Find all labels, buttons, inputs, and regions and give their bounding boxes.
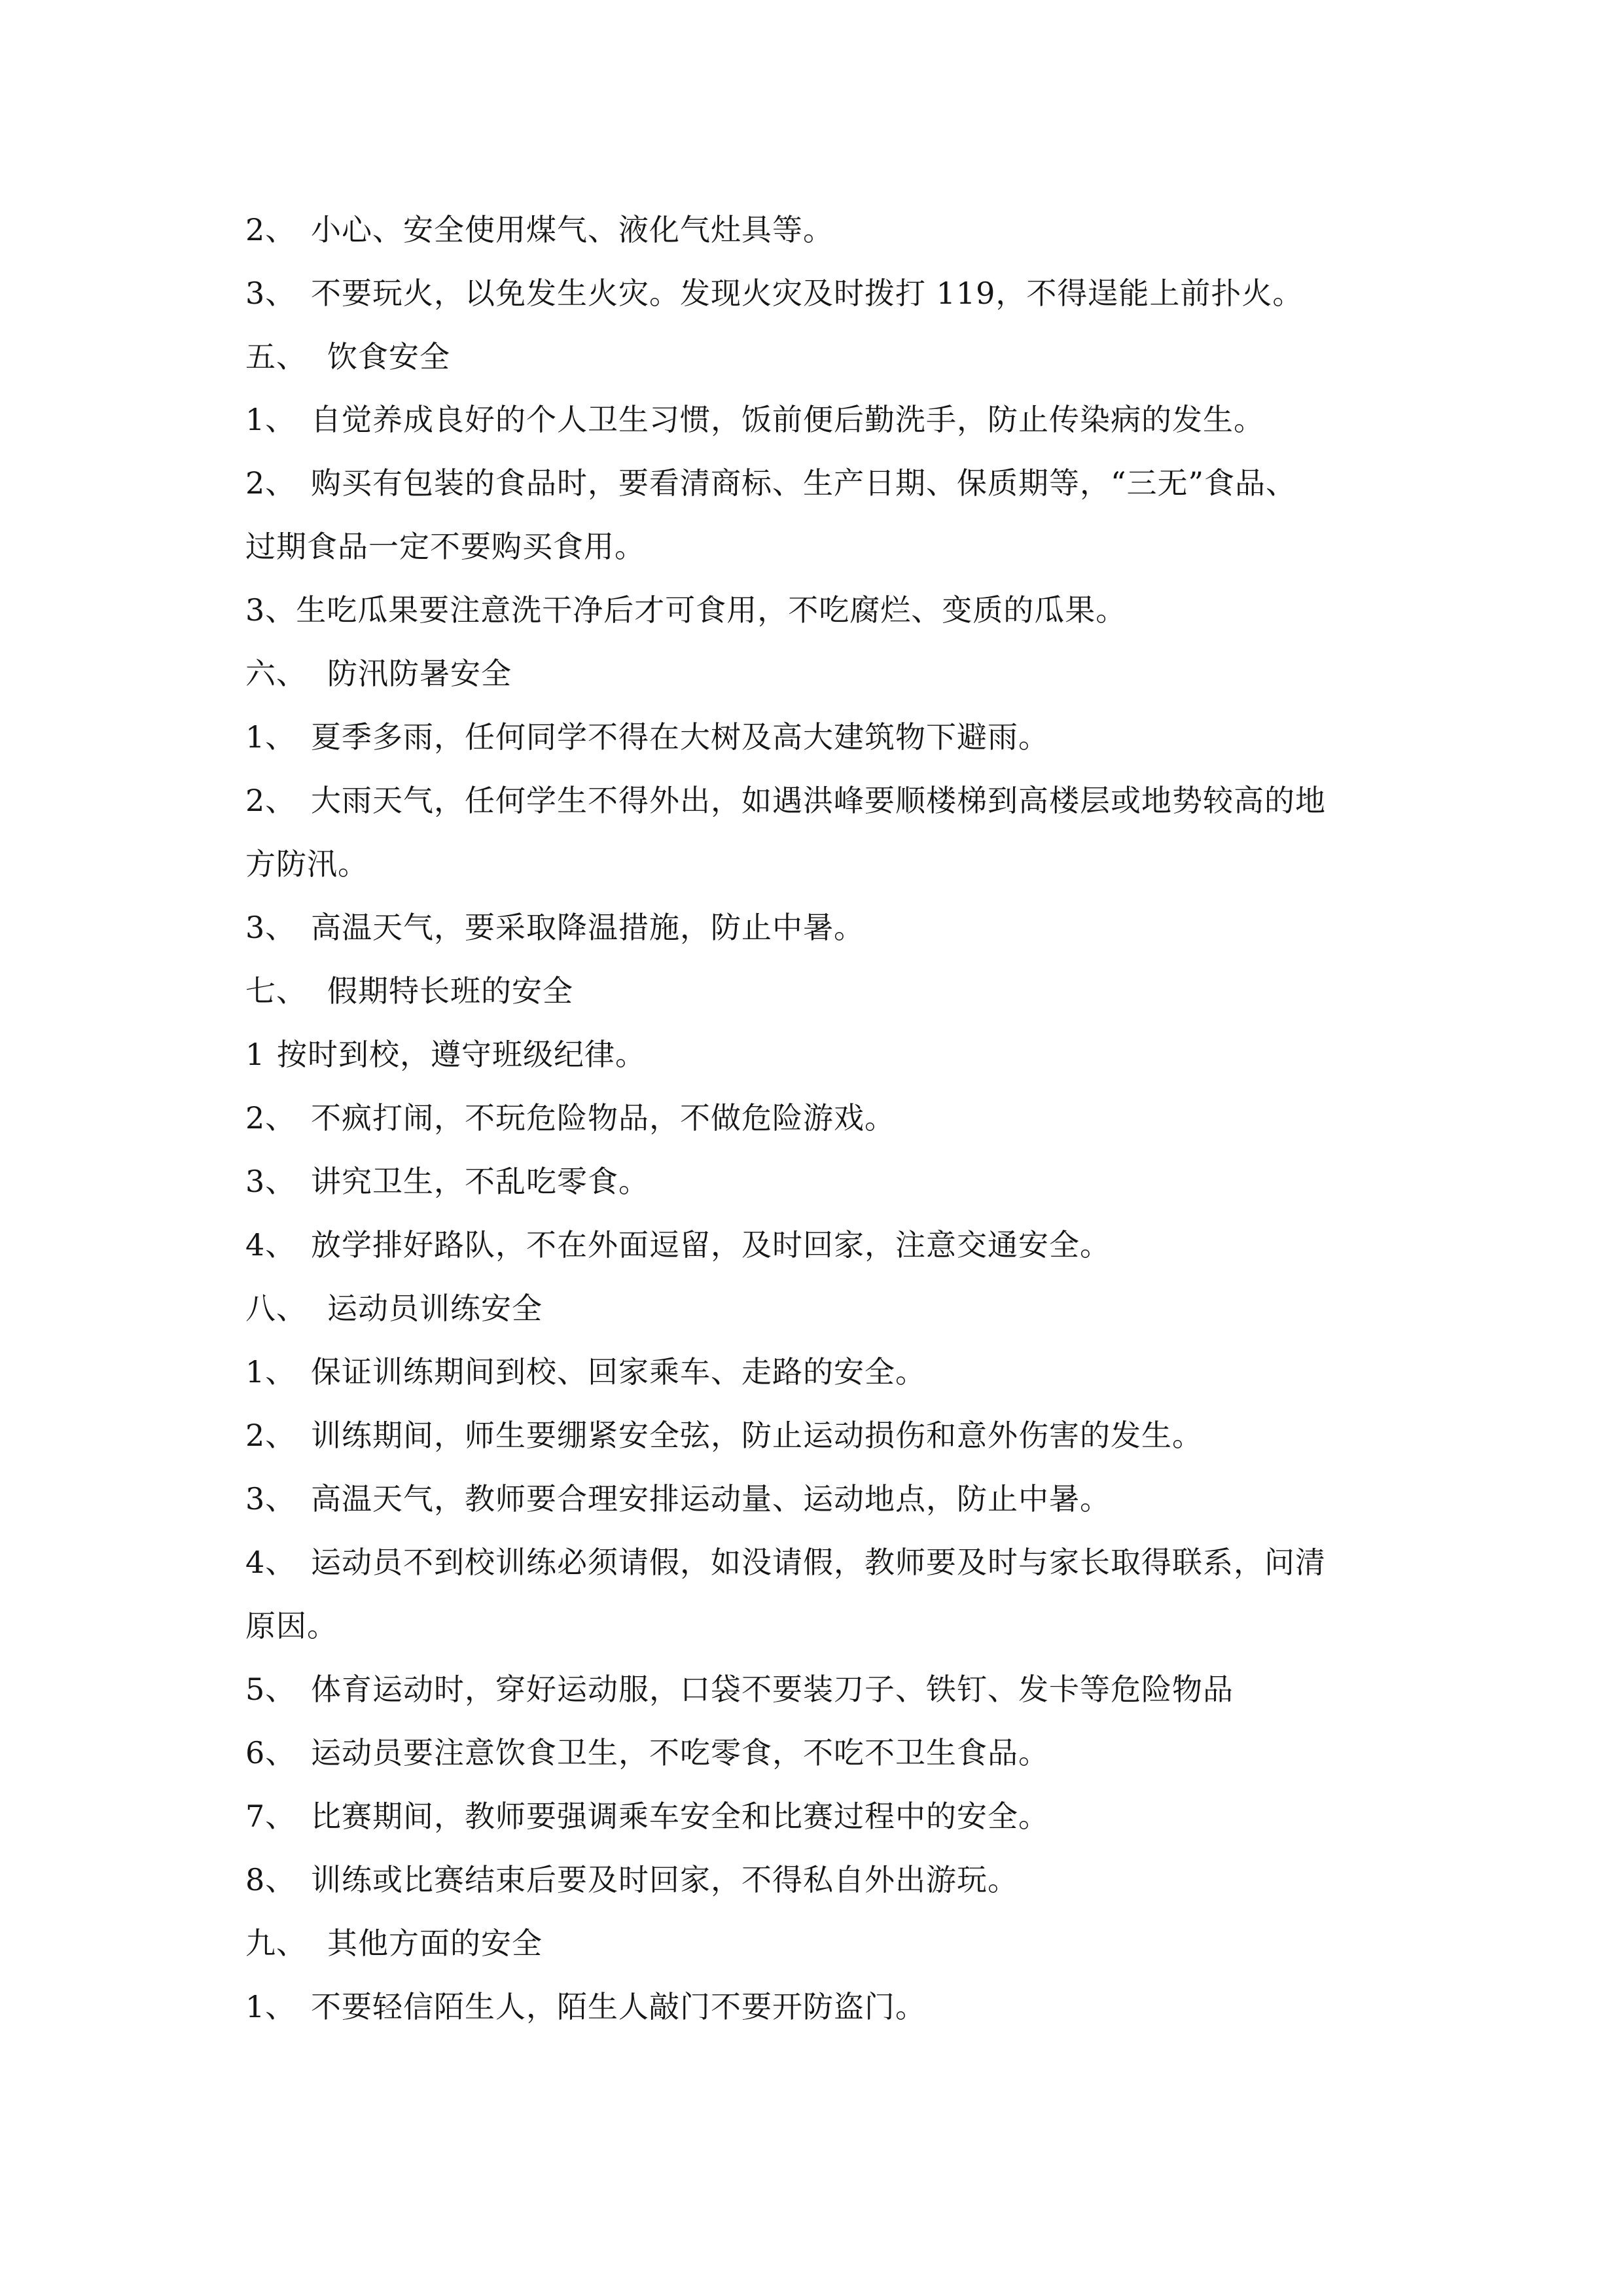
- item-text: 不要玩火，以免发生火灾。发现火灾及时拨打 119，不得逞能上前扑火。: [311, 276, 1304, 311]
- item-number: 2、: [245, 783, 296, 818]
- list-item: [245, 587, 1384, 633]
- item-text: 不疯打闹，不玩危险物品，不做危险游戏。: [311, 1100, 895, 1136]
- section-heading: [245, 1285, 1384, 1331]
- item-text: 高温天气，教师要合理安排运动量、运动地点，防止中暑。: [311, 1481, 1111, 1516]
- list-item: [245, 1349, 1384, 1395]
- list-item-continuation: [245, 841, 1384, 887]
- list-item: [245, 1984, 1384, 2030]
- list-item: [245, 778, 1384, 823]
- item-text: 运动员不到校训练必须请假，如没请假，教师要及时与家长取得联系，问清: [311, 1545, 1326, 1580]
- item-number: 1、: [245, 1989, 296, 2024]
- list-item: [245, 1666, 1384, 1712]
- item-number: 6、: [245, 1735, 296, 1770]
- item-text: 训练或比赛结束后要及时回家，不得私自外出游玩。: [311, 1862, 1018, 1897]
- list-item: [245, 1095, 1384, 1141]
- section-number: 五、: [245, 339, 307, 374]
- section-heading: [245, 1920, 1384, 1966]
- section-heading: [245, 334, 1384, 380]
- item-text: 3、生吃瓜果要注意洗干净后才可食用，不吃腐烂、变质的瓜果。: [245, 592, 1127, 628]
- list-item: [245, 714, 1384, 760]
- list-item: [245, 1222, 1384, 1268]
- list-item: [245, 270, 1384, 316]
- item-number: 3、: [245, 1164, 296, 1199]
- section-number: 六、: [245, 656, 307, 691]
- item-number: 5、: [245, 1672, 296, 1707]
- item-text: 训练期间，师生要绷紧安全弦，防止运动损伤和意外伤害的发生。: [311, 1418, 1203, 1453]
- item-text: 放学排好路队，不在外面逗留，及时回家，注意交通安全。: [311, 1227, 1111, 1263]
- section-heading: [245, 651, 1384, 696]
- section-title: 运动员训练安全: [327, 1291, 543, 1326]
- item-text: 比赛期间，教师要强调乘车安全和比赛过程中的安全。: [311, 1799, 1049, 1834]
- item-text: 大雨天气，任何学生不得外出，如遇洪峰要顺楼梯到高楼层或地势较高的地: [311, 783, 1326, 818]
- section-number: 八、: [245, 1291, 307, 1326]
- list-item-continuation: [245, 524, 1384, 569]
- item-number: 4、: [245, 1227, 296, 1263]
- item-text: 运动员要注意饮食卫生，不吃零食，不吃不卫生食品。: [311, 1735, 1049, 1770]
- item-number: 2、: [245, 1100, 296, 1136]
- item-number: 3、: [245, 276, 296, 311]
- list-item: [245, 397, 1384, 442]
- list-item: [245, 1412, 1384, 1458]
- section-title: 防汛防暑安全: [327, 656, 512, 691]
- item-text: 不要轻信陌生人，陌生人敲门不要开防盗门。: [311, 1989, 926, 2024]
- section-heading: [245, 968, 1384, 1014]
- list-item-continuation: [245, 1603, 1384, 1649]
- item-number: 1: [245, 1037, 266, 1072]
- item-number: 3、: [245, 910, 296, 945]
- item-number: 2、: [245, 1418, 296, 1453]
- item-number: 8、: [245, 1862, 296, 1897]
- section-number: 九、: [245, 1926, 307, 1961]
- list-item: [245, 905, 1384, 950]
- item-number: 2、: [245, 465, 296, 501]
- item-text: 按时到校，遵守班级纪律。: [277, 1037, 646, 1072]
- item-text: 高温天气，要采取降温措施，防止中暑。: [311, 910, 865, 945]
- item-text: 方防汛。: [245, 846, 368, 882]
- list-item: [245, 1476, 1384, 1522]
- item-text: 购买有包装的食品时，要看清商标、生产日期、保质期等，“三无”食品、: [311, 465, 1297, 501]
- item-text: 过期食品一定不要购买食用。: [245, 529, 645, 564]
- item-number: 3、: [245, 1481, 296, 1516]
- item-text: 原因。: [245, 1608, 338, 1643]
- item-text: 保证训练期间到校、回家乘车、走路的安全。: [311, 1354, 926, 1390]
- list-item: [245, 1158, 1384, 1204]
- item-text: 讲究卫生，不乱吃零食。: [311, 1164, 649, 1199]
- item-text: 自觉养成良好的个人卫生习惯，饭前便后勤洗手，防止传染病的发生。: [311, 402, 1264, 437]
- list-item: [245, 1730, 1384, 1776]
- list-item: [245, 1031, 1384, 1077]
- section-number: 七、: [245, 973, 307, 1009]
- item-text: 夏季多雨，任何同学不得在大树及高大建筑物下避雨。: [311, 719, 1049, 755]
- list-item: [245, 460, 1384, 506]
- item-number: 7、: [245, 1799, 296, 1834]
- item-number: 4、: [245, 1545, 296, 1580]
- item-number: 1、: [245, 719, 296, 755]
- item-number: 1、: [245, 1354, 296, 1390]
- list-item: [245, 1539, 1384, 1585]
- item-text: 小心、安全使用煤气、液化气灶具等。: [311, 212, 834, 247]
- list-item: [245, 1857, 1384, 1903]
- item-number: 2、: [245, 212, 296, 247]
- section-title: 假期特长班的安全: [327, 973, 573, 1009]
- item-number: 1、: [245, 402, 296, 437]
- section-title: 其他方面的安全: [327, 1926, 543, 1961]
- item-text: 体育运动时，穿好运动服，口袋不要装刀子、铁钉、发卡等危险物品: [311, 1672, 1234, 1707]
- list-item: [245, 207, 1384, 253]
- section-title: 饮食安全: [327, 339, 450, 374]
- list-item: [245, 1793, 1384, 1839]
